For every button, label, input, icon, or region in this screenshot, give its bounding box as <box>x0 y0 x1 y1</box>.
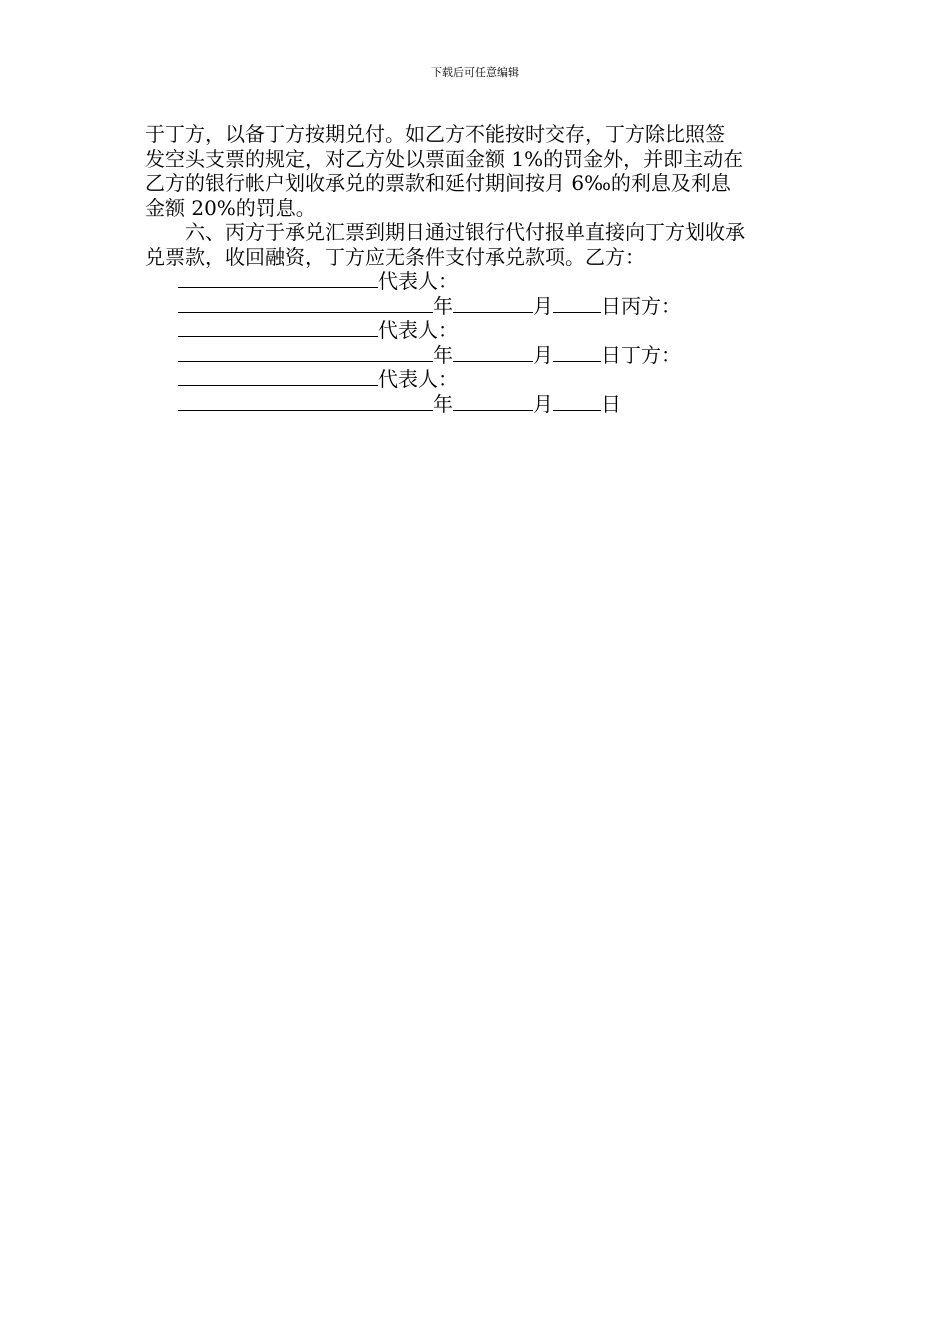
paragraph-line: 金额 20%的罚息。 <box>145 195 316 220</box>
representative-label: 代表人： <box>378 269 458 293</box>
day-label-ding: 日丁方： <box>601 342 681 367</box>
month-label: 月 <box>533 293 553 318</box>
month-label: 月 <box>533 342 553 367</box>
party-bing-date-row <box>145 343 805 368</box>
party-bing-representative-row <box>145 318 805 343</box>
year-label: 年 <box>433 293 453 318</box>
document-body <box>145 122 805 416</box>
party-ding-name-blank <box>178 367 378 386</box>
year-label: 年 <box>433 342 453 367</box>
day-label-end: 日 <box>601 391 621 416</box>
download-note: 下载后可任意编辑 <box>431 66 519 79</box>
year-label: 年 <box>433 391 453 416</box>
day-blank <box>553 294 601 313</box>
paragraph-line: 发空头支票的规定，对乙方处以票面金额 1%的罚金外，并即主动在 <box>145 146 744 171</box>
clause-six-line: 六、丙方于承兑汇票到期日通过银行代付报单直接向丁方划收承 <box>185 220 745 244</box>
party-ding-representative-row <box>145 367 805 392</box>
day-label-bing: 日丙方： <box>601 293 681 318</box>
month-blank <box>453 392 533 411</box>
month-label: 月 <box>533 391 553 416</box>
party-ding-date-row <box>145 392 805 417</box>
party-yi-representative-row <box>145 269 805 294</box>
party-yi-name-blank <box>178 269 378 288</box>
month-blank <box>453 343 533 362</box>
party-bing-name-blank <box>178 318 378 337</box>
signature-blank <box>178 392 433 411</box>
signature-blank <box>178 343 433 362</box>
paragraph-line: 于丁方，以备丁方按期兑付。如乙方不能按时交存，丁方除比照签 <box>145 122 725 146</box>
signature-blank <box>178 294 433 313</box>
month-blank <box>453 294 533 313</box>
day-blank <box>553 392 601 411</box>
paragraph-line: 乙方的银行帐户划收承兑的票款和延付期间按月 6‰的利息及利息 <box>145 171 731 195</box>
day-blank <box>553 343 601 362</box>
paragraph-line: 兑票款，收回融资，丁方应无条件支付承兑款项。乙方： <box>145 244 645 269</box>
representative-label: 代表人： <box>378 318 458 342</box>
party-yi-date-row <box>145 294 805 319</box>
representative-label: 代表人： <box>378 367 458 391</box>
